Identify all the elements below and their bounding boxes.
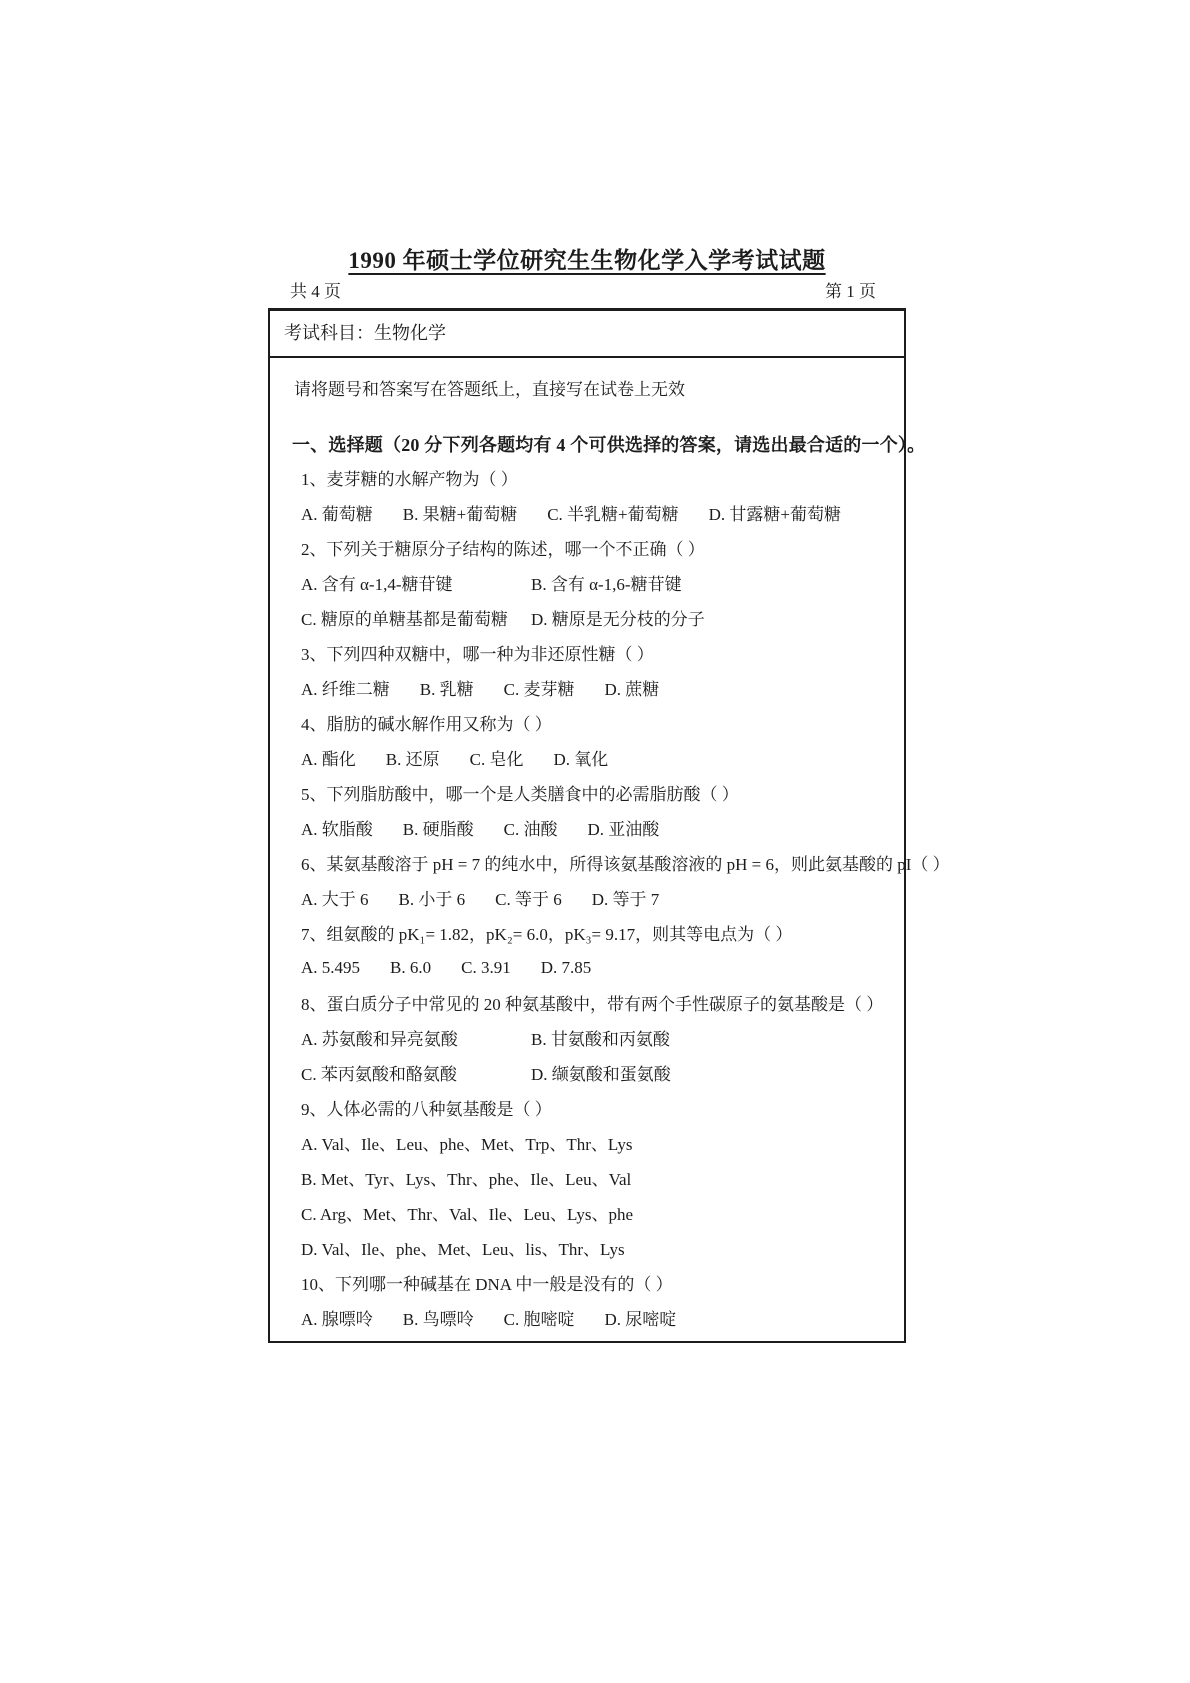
exam-title: [268, 246, 906, 276]
option: C. 油酸: [503, 820, 558, 839]
option-line: [292, 810, 880, 845]
option: D. Val、Ile、phe、Met、Leu、lis、Thr、Lys: [301, 1240, 625, 1259]
option: B. 还原: [385, 750, 440, 769]
option: B. 甘氨酸和丙氨酸: [531, 1030, 670, 1049]
option: D. 氧化: [553, 750, 609, 769]
question-stem: 4、脂肪的碱水解作用又称为（ ）: [301, 715, 552, 734]
option: A. 5.495: [301, 957, 361, 977]
option: B. 含有 α-1,6-糖苷键: [531, 575, 682, 594]
option-line: [292, 1195, 880, 1230]
option: B. 鸟嘌呤: [402, 1310, 474, 1329]
option: D. 糖原是无分枝的分子: [531, 610, 705, 629]
option: B. 果糖+葡萄糖: [402, 505, 518, 524]
option: A. 葡萄糖: [301, 505, 373, 524]
option: C. 等于 6: [495, 890, 562, 909]
option: D. 缬氨酸和蛋氨酸: [531, 1065, 671, 1084]
option: A. 腺嘌呤: [301, 1310, 373, 1329]
option: C. 3.91: [461, 957, 511, 977]
option: A. 酯化: [301, 750, 356, 769]
option-line: [292, 1125, 880, 1160]
option: A. 苏氨酸和异亮氨酸: [301, 1030, 458, 1049]
exam-content-box: [268, 308, 950, 1343]
section-heading: [292, 428, 926, 460]
question-stem: 5、下列脂肪酸中，哪一个是人类膳食中的必需脂肪酸（ ）: [301, 785, 739, 804]
questions-list: [292, 460, 950, 1335]
option: A. 纤维二糖: [301, 680, 390, 699]
option: A. Val、Ile、Leu、phe、Met、Trp、Thr、Lys: [301, 1135, 633, 1154]
question-stem: 8、蛋白质分子中常见的 20 种氨基酸中，带有两个手性碳原子的氨基酸是（ ）: [301, 995, 884, 1014]
option: D. 亚油酸: [587, 820, 660, 839]
spacer: [292, 402, 880, 428]
option: C. 糖原的单糖基都是葡萄糖: [301, 610, 508, 629]
question-stem: 9、人体必需的八种氨基酸是（ ）: [301, 1100, 552, 1119]
notice-text: 请将题号和答案写在答题纸上，直接写在试卷上无效: [294, 379, 685, 399]
option: C. Arg、Met、Thr、Val、Ile、Leu、Lys、phe: [301, 1205, 634, 1224]
option: A. 软脂酸: [301, 820, 373, 839]
option: B. 硬脂酸: [402, 820, 474, 839]
option-line: [292, 740, 880, 775]
option: A. 大于 6: [301, 890, 369, 909]
option: C. 皂化: [469, 750, 524, 769]
page-number-label: 第 1 页: [825, 282, 876, 301]
exam-body: [270, 358, 950, 1335]
option-line: [292, 1300, 880, 1335]
option: B. 乳糖: [419, 680, 474, 699]
subject-row: [270, 311, 904, 358]
question-stem: 2、下列关于糖原分子结构的陈述，哪一个不正确（ ）: [301, 540, 705, 559]
option: C. 苯丙氨酸和酪氨酸: [301, 1065, 457, 1084]
question-stem: 10、下列哪一种碱基在 DNA 中一般是没有的（ ）: [301, 1275, 673, 1294]
option: C. 麦芽糖: [503, 680, 575, 699]
section-heading-text: 一、选择题（20 分下列各题均有 4 个可供选择的答案，请选出最合适的一个）。: [292, 435, 926, 455]
option: D. 尿嘧啶: [604, 1310, 677, 1329]
option-line: [292, 670, 880, 705]
option-line: [292, 495, 880, 530]
option-line: [292, 600, 880, 635]
option-line: [292, 1020, 880, 1055]
option-line: [292, 1055, 880, 1090]
question-stem: 3、下列四种双糖中，哪一种为非还原性糖（ ）: [301, 645, 654, 664]
question-stem: 1、麦芽糖的水解产物为（ ）: [301, 470, 518, 489]
option: D. 等于 7: [591, 890, 660, 909]
subject-label: 考试科目：生物化学: [284, 323, 446, 343]
question-stem: 6、某氨基酸溶于 pH = 7 的纯水中，所得该氨基酸溶液的 pH = 6，则此氨基酸的 pI（ ）: [301, 855, 950, 874]
total-pages-label: 共 4 页: [290, 282, 341, 301]
question-stem: 7、组氨酸的 pK₁= 1.82，pK₂= 6.0，pK₃= 9.17，则其等电点为（ ）: [301, 925, 793, 944]
option: C. 半乳糖+葡萄糖: [547, 505, 679, 524]
option: B. 6.0: [390, 957, 432, 977]
option: B. Met、Tyr、Lys、Thr、phe、Ile、Leu、Val: [301, 1170, 632, 1189]
option: B. 小于 6: [398, 890, 466, 909]
option: D. 蔗糖: [604, 680, 660, 699]
option: D. 甘露糖+葡萄糖: [708, 505, 842, 524]
option-line: [292, 1230, 880, 1265]
option-line: [292, 880, 880, 915]
option: C. 胞嘧啶: [503, 1310, 575, 1329]
option: A. 含有 α-1,4-糖苷键: [301, 575, 453, 594]
option-line: [292, 950, 880, 985]
page-meta-row: [268, 276, 906, 308]
answer-sheet-notice: [292, 372, 880, 402]
exam-title-text: 1990 年硕士学位研究生生物化学入学考试试题: [348, 248, 826, 273]
document-area: [268, 246, 950, 1343]
option-line: [292, 1160, 880, 1195]
option: D. 7.85: [540, 957, 592, 977]
option-line: [292, 565, 880, 600]
